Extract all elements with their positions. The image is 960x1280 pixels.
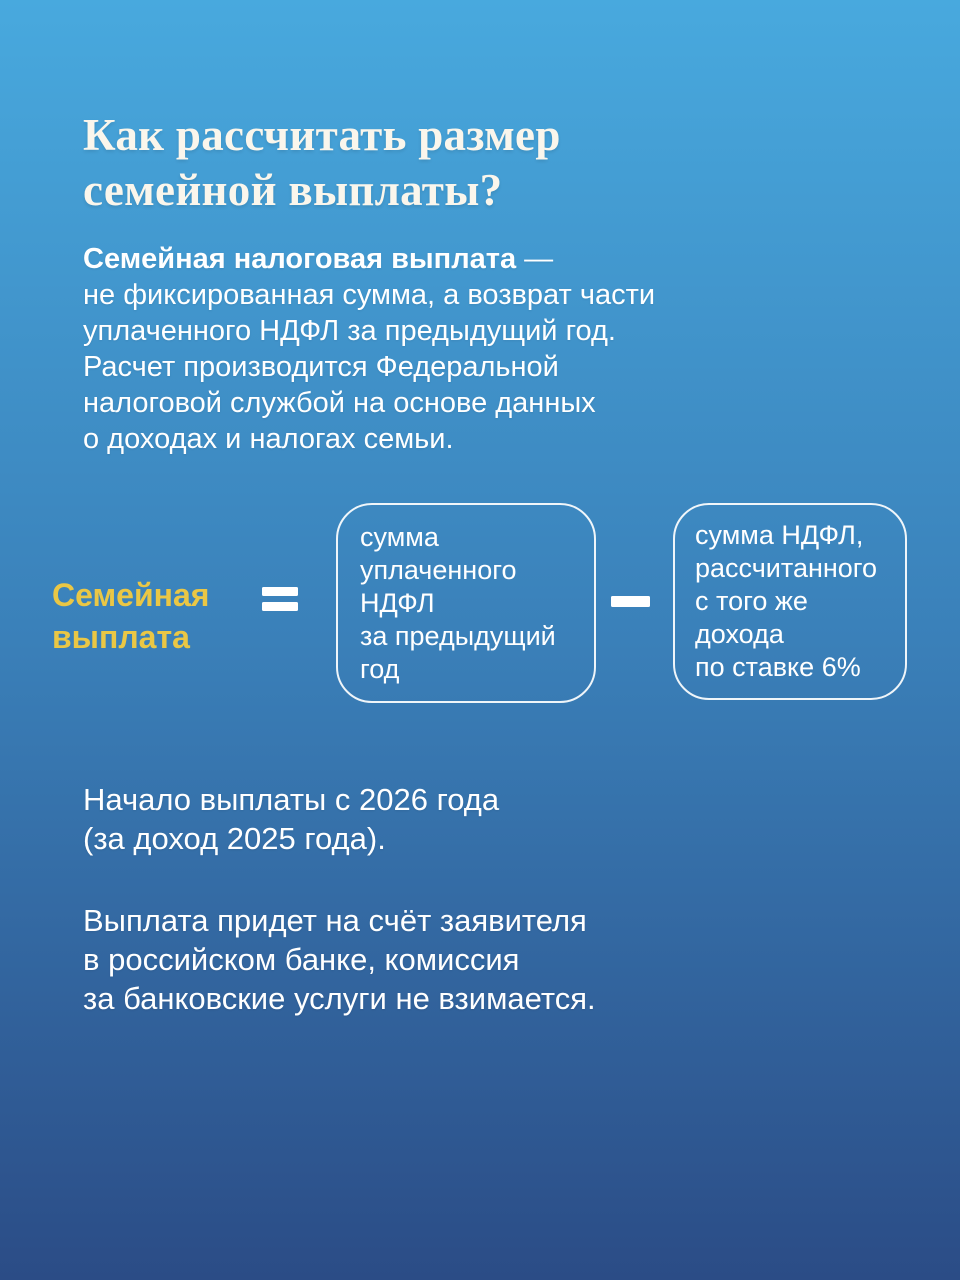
intro-line: не фиксированная сумма, а возврат части <box>83 279 656 311</box>
formula-label-line: Семейная <box>52 577 210 613</box>
formula-label-family-payment <box>52 574 209 658</box>
minus-sign-icon <box>611 596 650 607</box>
note-payment-start <box>83 780 499 858</box>
formula-box-line: дохода <box>695 619 784 649</box>
formula-box-line: уплаченного <box>360 554 517 585</box>
note-line: за банковские услуги не взимается. <box>83 981 596 1016</box>
formula-box-paid-ndfl <box>336 503 596 703</box>
formula-box-line: НДФЛ <box>360 587 435 618</box>
formula-box-line: рассчитанного <box>695 553 878 583</box>
formula-box-line: за предыдущий <box>360 620 556 651</box>
note-line: Начало выплаты с 2026 года <box>83 782 500 817</box>
formula-box-line: с того же <box>695 586 808 616</box>
page-title-line: Как рассчитать размер <box>83 110 561 161</box>
formula-box-ndfl-6-percent <box>673 503 907 700</box>
note-line: (за доход 2025 года). <box>83 821 386 856</box>
intro-line: уплаченного НДФЛ за предыдущий год. <box>83 315 616 347</box>
formula-box-line: по ставке 6% <box>695 652 861 682</box>
equals-sign-icon <box>262 587 298 611</box>
formula-box-line: год <box>360 653 400 684</box>
intro-line: Расчет производится Федеральной <box>83 351 559 383</box>
formula-box-line: сумма НДФЛ, <box>695 520 864 550</box>
note-line: Выплата придет на счёт заявителя <box>83 903 587 938</box>
intro-paragraph <box>83 241 655 457</box>
intro-lead-dash: — <box>516 243 554 275</box>
formula-label-line: выплата <box>52 619 190 655</box>
note-line: в российском банке, комиссия <box>83 942 520 977</box>
intro-line: о доходах и налогах семьи. <box>83 423 454 455</box>
formula-box-line: сумма <box>360 521 439 552</box>
equals-bar <box>262 602 298 611</box>
note-bank-account <box>83 901 596 1018</box>
intro-lead <box>83 241 655 277</box>
page-title <box>83 108 561 218</box>
intro-line: налоговой службой на основе данных <box>83 387 596 419</box>
equals-bar <box>262 587 298 596</box>
page-title-line: семейной выплаты? <box>83 165 503 216</box>
intro-lead-bold: Семейная налоговая выплата <box>83 243 517 275</box>
